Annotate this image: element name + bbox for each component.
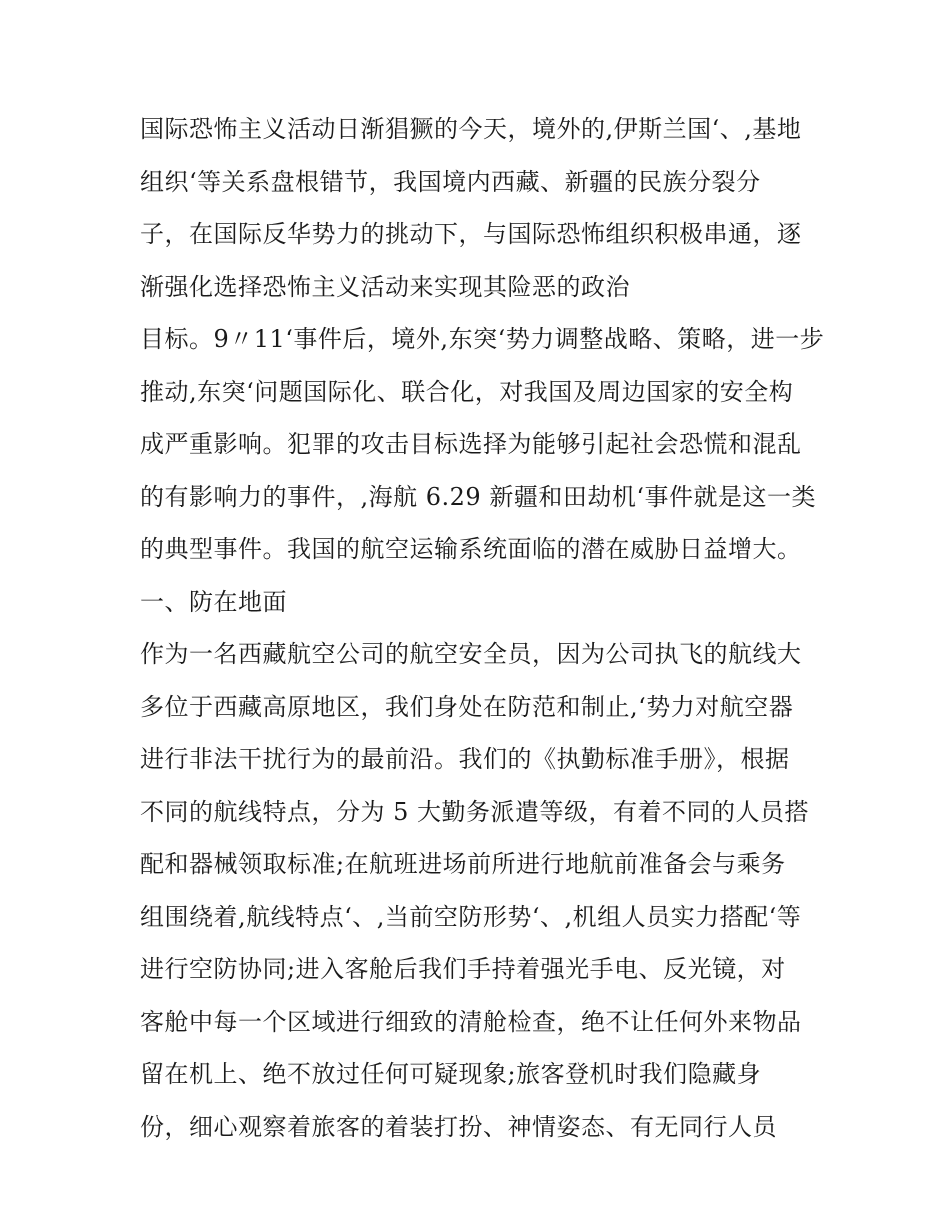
text-line: 目标。9〃11‘事件后，境外,东突‘势力调整战略、策略，进一步 — [140, 325, 825, 353]
text-line: 组围绕着,航线特点‘、,当前空防形势‘、,机组人员实力搭配‘等 — [140, 903, 802, 931]
text-line: 留在机上、绝不放过任何可疑现象;旅客登机时我们隐藏身 — [140, 1060, 762, 1088]
text-line: 作为一名西藏航空公司的航空安全员，因为公司执飞的航线大 — [140, 640, 802, 668]
text-line: 配和器械领取标准;在航班进场前所进行地航前准备会与乘务 — [140, 850, 786, 878]
text-line: 国际恐怖主义活动日渐猖獗的今天，境外的,伊斯兰国‘、,基地 — [140, 115, 802, 143]
section-heading: 一、防在地面 — [140, 588, 287, 616]
text-line: 渐强化选择恐怖主义活动来实现其险恶的政治 — [140, 273, 630, 301]
text-line: 不同的航线特点，分为 5 大勤务派遣等级，有着不同的人员搭 — [140, 798, 810, 826]
text-line: 进行空防协同;进入客舱后我们手持着强光手电、反光镜，对 — [140, 955, 786, 983]
text-line: 成严重影响。犯罪的攻击目标选择为能够引起社会恐慌和混乱 — [140, 430, 802, 458]
text-line: 客舱中每一个区域进行细致的清舱检查，绝不让任何外来物品 — [140, 1008, 802, 1036]
text-line: 进行非法干扰行为的最前沿。我们的《执勤标准手册》，根据 — [140, 745, 790, 773]
text-line: 多位于西藏高原地区，我们身处在防范和制止,‘势力对航空器 — [140, 693, 794, 721]
text-line: 推动,东突‘问题国际化、联合化，对我国及周边国家的安全构 — [140, 378, 794, 406]
text-line: 组织‘等关系盘根错节，我国境内西藏、新疆的民族分裂分 — [140, 168, 761, 196]
text-line: 子，在国际反华势力的挑动下，与国际恐怖组织积极串通，逐 — [140, 220, 802, 248]
text-line: 份，细心观察着旅客的着装打扮、神情姿态、有无同行人员 — [140, 1113, 777, 1141]
text-line: 的有影响力的事件，,海航 6.29 新疆和田劫机‘事件就是这一类 — [140, 483, 816, 511]
text-line: 的典型事件。我国的航空运输系统面临的潜在威胁日益增大。 — [140, 535, 802, 563]
